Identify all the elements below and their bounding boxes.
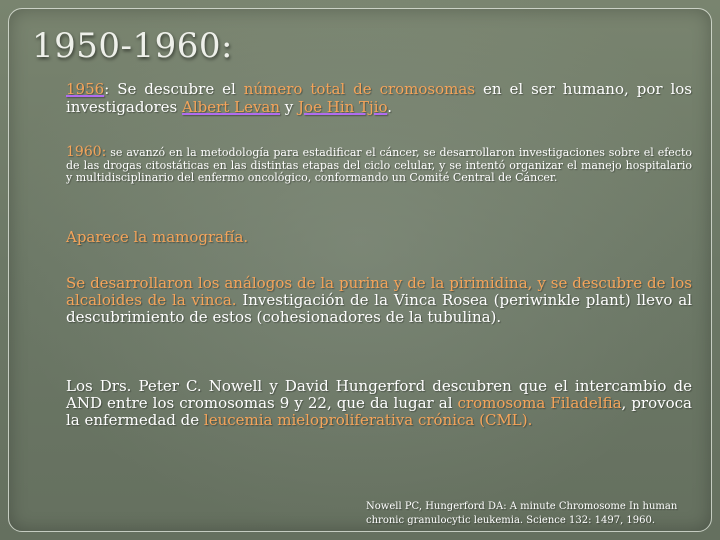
reference-citation: Nowell PC, Hungerford DA: A minute Chromosome In human chronic granulocytic leukemia. Science 132: 1497, 1960. bbox=[366, 501, 678, 526]
bullet-mammography bbox=[48, 228, 692, 246]
link-albert-levan[interactable]: Albert Levan bbox=[182, 98, 281, 116]
bullet-text: Aparece la mamografía. bbox=[66, 228, 249, 246]
bullet-chromosome-count bbox=[48, 80, 692, 116]
link-joe-hin-tjio[interactable]: Joe Hin Tjio bbox=[298, 98, 388, 116]
bullet-text: . bbox=[387, 98, 393, 116]
bullet-text: , provoca la enfermedad de bbox=[66, 394, 692, 429]
bullet-year-label: 1960: bbox=[66, 144, 107, 160]
bullet-text: : Se descubre el bbox=[104, 80, 244, 98]
highlight-philadelphia: cromosoma Filadelfia bbox=[457, 394, 622, 412]
bullet-text: Investigación de la Vinca Rosea (periwinkle plant) llevo al descubrimiento de estos (cohesionadores de la tubulina). bbox=[66, 291, 692, 326]
link-1956[interactable]: 1956 bbox=[66, 80, 105, 98]
highlight-total-chromosomes: número total de cromosomas bbox=[243, 80, 476, 98]
bullet-purine-analogs bbox=[48, 275, 692, 326]
highlight-cml: leucemia mieloproliferativa crónica (CML). bbox=[203, 411, 533, 429]
bullet-philadelphia-chromosome bbox=[48, 378, 692, 429]
slide-title: 1950-1960: bbox=[32, 26, 233, 66]
bullet-text: se avanzó en la metodología para estadificar el cáncer, se desarrollaron investigaciones sobre el efecto de las drogas citostáticas en las distintas etapas del ciclo celular, y se intentó organizar el manejo hospitalario y multidisciplinario del enfermo oncológico, conformando un Comité Central de Cáncer. bbox=[66, 146, 692, 184]
bullet-text: y bbox=[280, 98, 299, 116]
highlight-analogs: Se desarrollaron los análogos de la purina y de la pirimidina, y se descubre de los alcaloides de la vinca. bbox=[66, 274, 692, 309]
bullet-text: en el ser humano, por los investigadores bbox=[66, 80, 692, 116]
bullet-text: Los Drs. Peter C. Nowell y David Hungerford descubren que el intercambio de AND entre los cromosomas 9 y 22, que da lugar al bbox=[66, 377, 692, 412]
bullet-1960-methodology bbox=[48, 146, 692, 185]
